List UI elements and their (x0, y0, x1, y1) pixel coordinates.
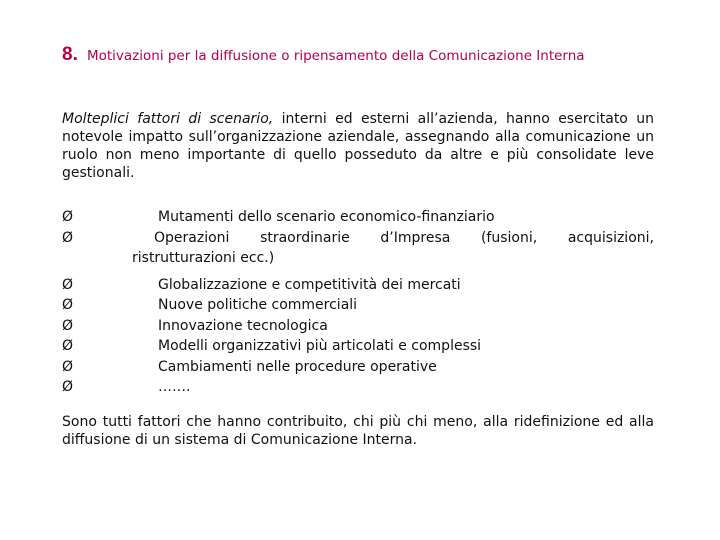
list-item (62, 275, 654, 296)
bullet-arrow-icon: Ø (62, 276, 74, 293)
list-item (62, 228, 654, 269)
bullet-arrow-icon: Ø (62, 338, 74, 354)
list-item (62, 207, 654, 228)
bullet-arrow-icon: Ø (62, 317, 74, 334)
list-item (62, 316, 654, 337)
list-item-text: Nuove politiche commerciali (158, 297, 358, 313)
word: Operazioni (154, 229, 230, 246)
list-item (62, 357, 654, 378)
word: (fusioni, (480, 229, 538, 246)
list-item-text: ……. (158, 379, 191, 395)
intro-rest: interni ed esterni all’azienda, hanno esercitato un notevole impatto sull’organizzazione aziendale, assegnando alla comunicazione un ruolo non meno importante di quello posseduto da altre e più consolidate leve gestionali. (62, 111, 654, 181)
title-number: 8. (62, 44, 78, 65)
list-item-text: Cambiamenti nelle procedure operative (158, 358, 437, 375)
factors-list (62, 207, 654, 398)
bullet-arrow-icon: Ø (62, 209, 74, 225)
intro-emphasis: Molteplici fattori di scenario, (62, 111, 274, 127)
list-item (62, 336, 654, 357)
list-item-line: ristrutturazioni ecc.) (132, 250, 275, 266)
list-item-text (132, 228, 654, 269)
list-item-line (132, 228, 654, 249)
slide-title (62, 44, 585, 66)
bullet-arrow-icon: Ø (62, 358, 74, 375)
list-item-text: Mutamenti dello scenario economico-finanziario (158, 209, 495, 225)
list-item-text: Innovazione tecnologica (158, 317, 328, 334)
word: d’Impresa (380, 229, 451, 246)
list-item-text: Globalizzazione e competitività dei mercati (158, 276, 461, 293)
bullet-arrow-icon: Ø (62, 297, 74, 313)
list-item-text: Modelli organizzativi più articolati e complessi (158, 338, 482, 354)
title-text: Motivazioni per la diffusione o ripensamento della Comunicazione Interna (86, 48, 585, 64)
conclusion-paragraph: Sono tutti fattori che hanno contribuito, chi più chi meno, alla ridefinizione ed alla diffusione di un sistema di Comunicazione Interna. (62, 414, 654, 448)
intro-paragraph (62, 110, 654, 182)
word: acquisizioni, (567, 229, 654, 246)
list-item (62, 377, 654, 398)
word: straordinarie (260, 229, 350, 246)
list-item (62, 295, 654, 316)
bullet-arrow-icon: Ø (62, 229, 74, 246)
bullet-arrow-icon: Ø (62, 379, 74, 395)
